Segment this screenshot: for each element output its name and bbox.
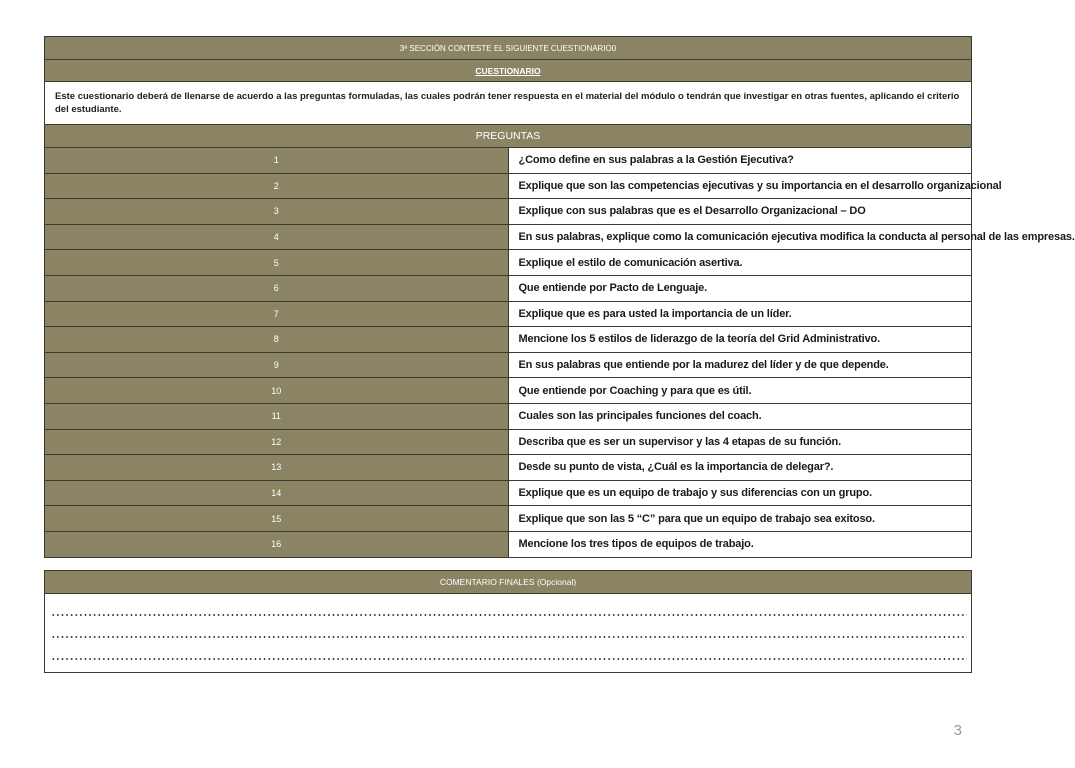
- section-title: 3ª SECCIÓN CONTESTE EL SIGUIENTE CUESTIONARIO0: [45, 37, 972, 60]
- question-number: 4: [45, 224, 509, 250]
- question-number: 13: [45, 455, 509, 481]
- question-number: 12: [45, 429, 509, 455]
- question-row: [45, 378, 972, 404]
- question-text: Mencione los tres tipos de equipos de trabajo.: [508, 531, 972, 557]
- question-text: En sus palabras que entiende por la madurez del líder y de que depende.: [508, 352, 972, 378]
- question-text: Explique con sus palabras que es el Desarrollo Organizacional – DO: [508, 199, 972, 225]
- question-row: [45, 506, 972, 532]
- question-row: [45, 352, 972, 378]
- question-row: [45, 199, 972, 225]
- question-number: 3: [45, 199, 509, 225]
- question-number: 10: [45, 378, 509, 404]
- questions-list: [45, 148, 1075, 558]
- question-number: 2: [45, 173, 509, 199]
- question-number: 5: [45, 250, 509, 276]
- question-number: 15: [45, 506, 509, 532]
- question-row: [45, 327, 972, 353]
- question-number: 16: [45, 531, 509, 557]
- question-text: Desde su punto de vista, ¿Cuál es la importancia de delegar?.: [508, 455, 972, 481]
- question-row: [45, 531, 972, 557]
- question-text: Que entiende por Pacto de Lenguaje.: [508, 275, 972, 301]
- question-row: [45, 250, 972, 276]
- questionnaire-label: CUESTIONARIO: [45, 60, 972, 82]
- question-number: 9: [45, 352, 509, 378]
- question-row: [45, 429, 972, 455]
- question-text: Cuales son las principales funciones del coach.: [508, 403, 972, 429]
- answer-dotted-line[interactable]: [49, 642, 967, 664]
- question-number: 7: [45, 301, 509, 327]
- question-text: Explique el estilo de comunicación asertiva.: [508, 250, 972, 276]
- question-row: [45, 224, 972, 250]
- comments-table: [44, 570, 972, 673]
- questions-header: PREGUNTAS: [45, 125, 972, 148]
- question-text: Mencione los 5 estilos de liderazgo de la teoría del Grid Administrativo.: [508, 327, 972, 353]
- question-row: [45, 455, 972, 481]
- question-text: Que entiende por Coaching y para que es útil.: [508, 378, 972, 404]
- question-text: ¿Como define en sus palabras a la Gestión Ejecutiva?: [508, 148, 972, 174]
- question-text: Describa que es ser un supervisor y las 4 etapas de su función.: [508, 429, 972, 455]
- question-text: En sus palabras, explique como la comunicación ejecutiva modifica la conducta al personal de las empresas.: [508, 224, 972, 250]
- comments-answer-area[interactable]: [45, 594, 972, 673]
- question-number: 11: [45, 403, 509, 429]
- question-text: Explique que son las 5 “C” para que un equipo de trabajo sea exitoso.: [508, 506, 972, 532]
- question-row: [45, 148, 972, 174]
- questionnaire-table: [44, 36, 1075, 558]
- question-number: 14: [45, 480, 509, 506]
- question-row: [45, 275, 972, 301]
- question-number: 6: [45, 275, 509, 301]
- page-number: 3: [953, 722, 962, 739]
- answer-dotted-line[interactable]: [49, 620, 967, 642]
- question-row: [45, 403, 972, 429]
- question-text: Explique que es para usted la importancia de un líder.: [508, 301, 972, 327]
- comments-header: COMENTARIO FINALES (Opcional): [45, 571, 972, 594]
- question-row: [45, 480, 972, 506]
- instructions-text: Este cuestionario deberá de llenarse de acuerdo a las preguntas formuladas, las cuales podrán tener respuesta en el material del módulo o tendrán que investigar en otras fuentes, aplicando el criterio del estudiante.: [45, 82, 972, 125]
- question-text: Explique que es un equipo de trabajo y sus diferencias con un grupo.: [508, 480, 972, 506]
- question-row: [45, 301, 972, 327]
- question-text: Explique que son las competencias ejecutivas y su importancia en el desarrollo organizacional: [508, 173, 972, 199]
- answer-dotted-line[interactable]: [49, 598, 967, 620]
- question-number: 1: [45, 148, 509, 174]
- question-number: 8: [45, 327, 509, 353]
- question-row: [45, 173, 972, 199]
